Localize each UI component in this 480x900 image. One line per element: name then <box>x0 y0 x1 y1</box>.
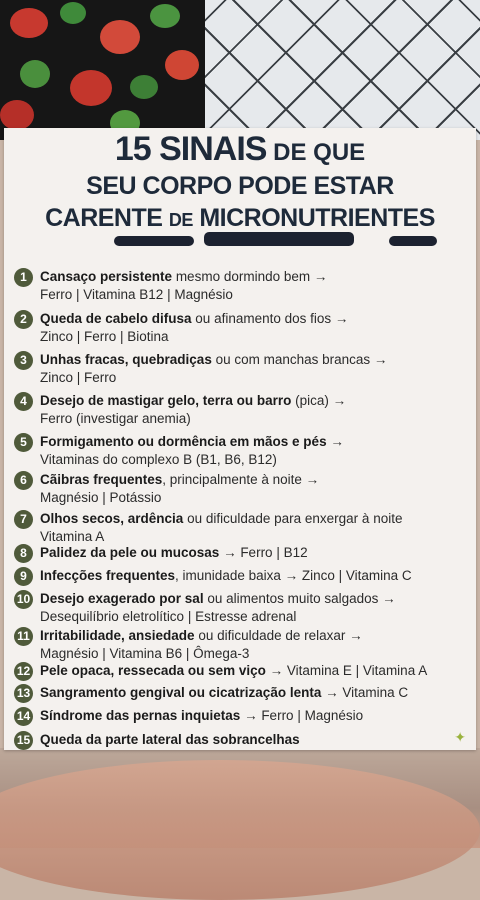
list-item: 14 Síndrome das pernas inquietas → Ferro | Magnésio <box>40 707 466 725</box>
item-number: 13 <box>14 684 33 703</box>
item-number: 14 <box>14 707 33 726</box>
list-item: 9 Infecções frequentes, imunidade baixa → Zinco | Vitamina C <box>40 567 466 585</box>
item-number: 6 <box>14 471 33 490</box>
finger-blur <box>0 760 480 900</box>
item-number: 4 <box>14 392 33 411</box>
list-item: 3 Unhas fracas, quebradiças ou com manchas brancas → Zinco | Ferro <box>40 351 466 387</box>
item-number: 15 <box>14 731 33 750</box>
floral-fabric <box>0 0 205 140</box>
title-line-3: CARENTE DE MICRONUTRIENTES <box>45 204 435 232</box>
tiled-floor <box>205 0 480 140</box>
list-item: 8 Palidez da pele ou mucosas → Ferro | B12 <box>40 544 466 562</box>
list-item: 10 Desejo exagerado por sal ou alimentos muito salgados → Desequilíbrio eletrolítico | Estresse adrenal <box>40 590 466 626</box>
redaction-bar <box>204 232 354 246</box>
list-item: 13 Sangramento gengival ou cicatrização lenta → Vitamina C <box>40 684 466 702</box>
list-item: 7 Olhos secos, ardência ou dificuldade para enxergar à noite Vitamina A <box>40 510 466 546</box>
item-number: 9 <box>14 567 33 586</box>
item-number: 2 <box>14 310 33 329</box>
item-number: 3 <box>14 351 33 370</box>
title-line-2: SEU CORPO PODE ESTAR <box>86 172 394 200</box>
list-item: 1 Cansaço persistente mesmo dormindo bem → Ferro | Vitamina B12 | Magnésio <box>40 268 466 304</box>
list-item: 12 Pele opaca, ressecada ou sem viço → Vitamina E | Vitamina A <box>40 662 466 680</box>
list-item: 2 Queda de cabelo difusa ou afinamento dos fios → Zinco | Ferro | Biotina <box>40 310 466 346</box>
leaf-icon: ✦ <box>454 729 466 745</box>
title-line-1: 15 SINAIS DE QUE <box>114 130 366 168</box>
item-number: 8 <box>14 544 33 563</box>
background-photo-top <box>0 0 480 140</box>
list-item: 6 Cãibras frequentes, principalmente à noite → Magnésio | Potássio <box>40 471 466 507</box>
infographic-card <box>4 128 476 750</box>
item-number: 7 <box>14 510 33 529</box>
list-item: 5 Formigamento ou dormência em mãos e pés → Vitaminas do complexo B (B1, B6, B12) <box>40 433 466 469</box>
list-item: 11 Irritabilidade, ansiedade ou dificuldade de relaxar → Magnésio | Vitamina B6 | Ômega-3 <box>40 627 466 663</box>
redaction-bar <box>114 236 194 246</box>
item-number: 1 <box>14 268 33 287</box>
list-item: 4 Desejo de mastigar gelo, terra ou barro (pica) → Ferro (investigar anemia) <box>40 392 466 428</box>
item-number: 11 <box>14 627 33 646</box>
item-number: 12 <box>14 662 33 681</box>
item-number: 5 <box>14 433 33 452</box>
item-number: 10 <box>14 590 33 609</box>
list-item: 15 Queda da parte lateral das sobrancelhas <box>40 731 466 749</box>
redaction-bar <box>389 236 437 246</box>
